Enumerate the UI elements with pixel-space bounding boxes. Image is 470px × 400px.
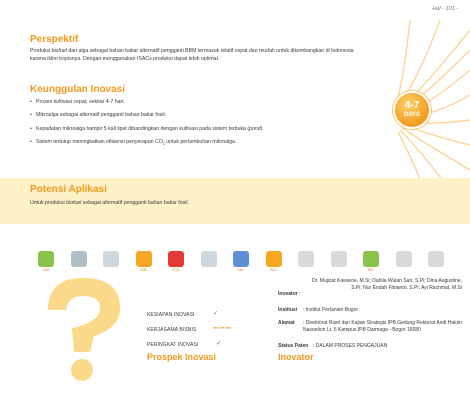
inovator-heading: Inovator xyxy=(278,352,314,362)
water-icon xyxy=(71,251,87,267)
food-icon xyxy=(168,251,184,272)
icon-label: FOO xyxy=(172,268,180,272)
keunggulan-list xyxy=(30,99,350,154)
icon-label: REC xyxy=(367,268,375,272)
icon-label: ENV xyxy=(237,268,245,272)
peringkat-rating-icon: ✓ xyxy=(216,341,222,347)
health-icon xyxy=(201,251,217,267)
status-label: Status Paten xyxy=(278,343,309,349)
transport-icon xyxy=(298,251,314,267)
potensi-paragraph: Untuk produksi biofuel sebagai alternatif pengganti bahan bakar fosil. xyxy=(30,200,189,206)
list-item: • Proses kultivasi cepat, sekitar 4-7 hari. xyxy=(30,99,350,106)
page-number: Hal - 101 - xyxy=(432,6,458,12)
potensi-heading: Potensi Aplikasi xyxy=(30,184,107,195)
environment-icon xyxy=(233,251,249,272)
recycle-icon xyxy=(363,251,379,272)
global-icon xyxy=(428,251,444,267)
svg-text:WHY: WHY xyxy=(109,331,132,365)
alamat-value: : Direktorat Riset dan Kajian Strategis IPB Gedung Rektorat Andi Hakim Nasoetion Lt. 5 Kampus IPB Darmaga - Bogor 16680 xyxy=(303,320,462,333)
inovator-label: Inovator : xyxy=(278,291,301,297)
agriculture-icon xyxy=(38,251,54,272)
list-item: • Sistem tertutup meningkatkan efisiensi penyerapan $CO_2$ untuk pertumbuhan mikroalga. xyxy=(30,139,350,148)
energy-icon xyxy=(136,251,152,272)
sector-icons-row xyxy=(38,251,458,273)
it-icon xyxy=(331,251,347,267)
question-mark-icon xyxy=(28,272,138,387)
icon-label: AGR xyxy=(42,268,50,272)
kerjasama-label: KERJASAMA BISNIS xyxy=(147,327,197,333)
icon-label: ENE xyxy=(140,268,147,272)
alamat-label: Alamat xyxy=(278,320,295,326)
building-icon xyxy=(266,251,282,272)
list-item: • Mikroalga sebagai alternatif pengganti bahan bakar fosil. xyxy=(30,112,350,119)
list-item: • Kepadatan mikroalga hampir 5 kali lipat dibandingkan dengan kultivasi pada sistem terbuka (pond). xyxy=(30,126,350,133)
perspektif-paragraph: Produksi biofuel dari alga sebagai bahan bakar alternatif pengganti BBM termasuk relatif cepat dan mudah untuk dikembangkan di Indonesia karena iklim tropisnya. Dengan menggunakan ISACs produksi dapat lebih optimal. xyxy=(30,48,354,62)
institusi-label: Institusi xyxy=(278,307,298,313)
status-value: : DALAM PROSES PENGAJUAN xyxy=(313,343,388,349)
inovator-names: Dr. Mujizat Kawaroe, M.Si; Dahlia Wulan Sari, S.Pi; Dina Augustine, S.Pi; Nur Endah Fitrianto, S.Pi; Ayi Rachmat, M.Si xyxy=(312,278,462,291)
svg-text:MUA: MUA xyxy=(35,323,60,357)
kerjasama-rating: *** *** *** xyxy=(213,326,232,331)
days-badge: 4-7 DAYS xyxy=(393,91,431,129)
peringkat-label: PERINGKAT INOVASI xyxy=(147,342,199,348)
institusi-value: : Institut Pertanian Bogor xyxy=(303,307,359,313)
prospek-heading: Prospek Inovasi xyxy=(147,352,217,362)
kesiapan-rating-icon: ✓ xyxy=(213,311,219,317)
icon-label: BLD xyxy=(270,268,277,272)
industry-icon xyxy=(103,251,119,267)
perspektif-heading: Perspektif xyxy=(30,34,79,45)
kesiapan-label: KESIAPAN INOVASI xyxy=(147,312,195,318)
keunggulan-heading: Keunggulan Inovasi xyxy=(30,84,126,95)
biotech-icon xyxy=(396,251,412,267)
